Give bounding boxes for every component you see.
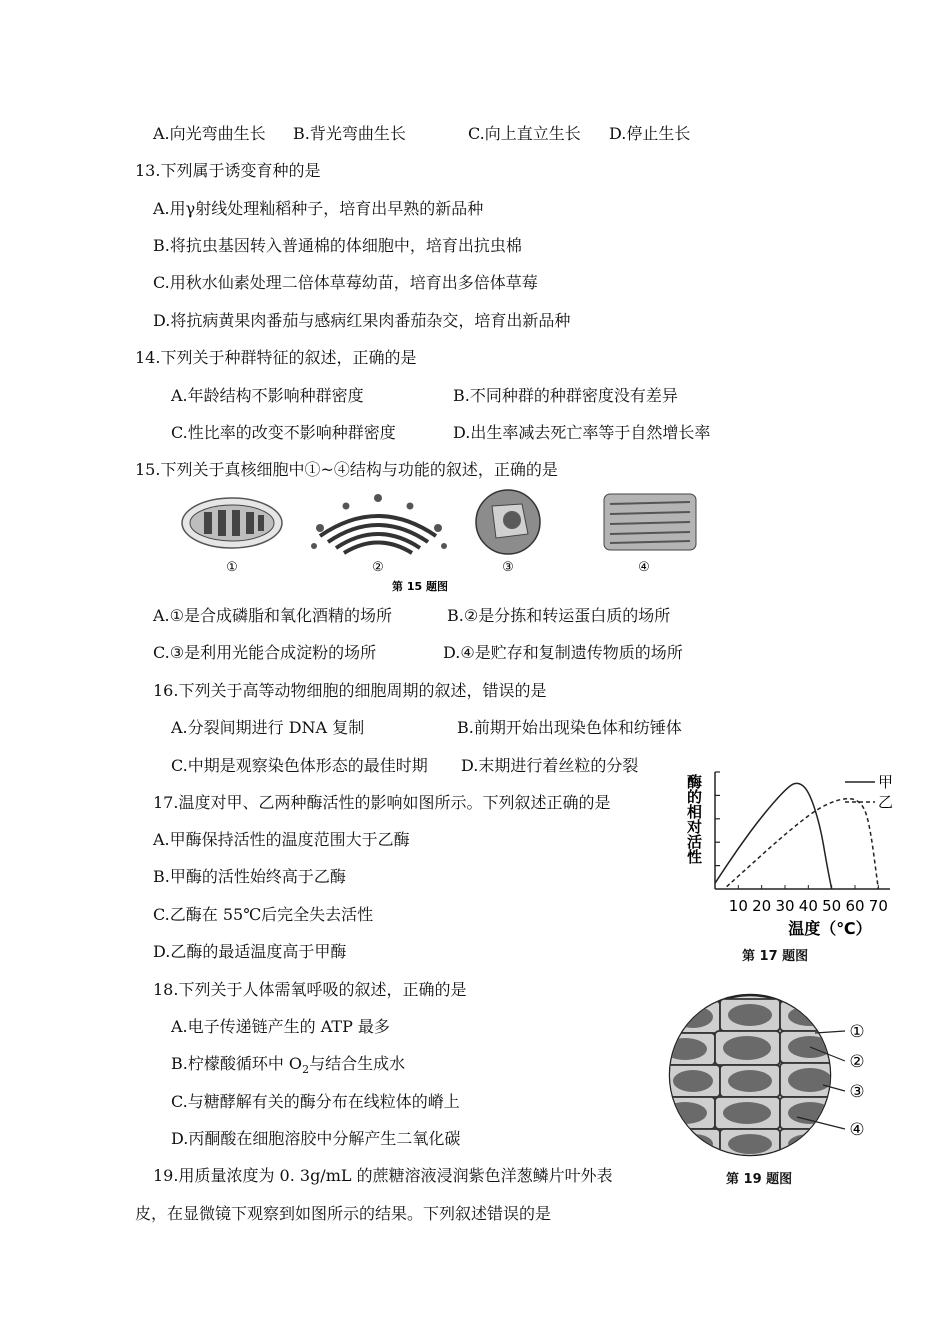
q19-label-4: ④ — [849, 1120, 865, 1140]
q13-option-d: D.将抗病黄果肉番茄与感病红果肉番茄杂交，培育出新品种 — [153, 311, 571, 330]
q17-option-d: D.乙酶的最适温度高于甲酶 — [153, 942, 347, 961]
q17-stem: 17.温度对甲、乙两种酶活性的影响如图所示。下列叙述正确的是 — [153, 793, 611, 812]
q16-option-a: A.分裂间期进行 DNA 复制 — [171, 718, 365, 737]
q15-figure-caption: 第 15 题图 — [392, 580, 448, 593]
q13-stem: 13.下列属于诱变育种的是 — [135, 161, 321, 180]
q13-option-c: C.用秋水仙素处理二倍体草莓幼苗，培育出多倍体草莓 — [153, 273, 538, 292]
q18-option-b — [171, 1054, 405, 1080]
q18-option-d: D.丙酮酸在细胞溶胶中分解产生二氧化碳 — [171, 1129, 461, 1148]
q15-stem: 15.下列关于真核细胞中①~④结构与功能的叙述，正确的是 — [135, 460, 558, 479]
series-line-jia — [715, 783, 832, 889]
x-axis-label: 温度（℃） — [788, 919, 872, 938]
x-tick-label: 70 — [868, 897, 888, 915]
q17-figure-caption: 第 17 题图 — [742, 949, 809, 964]
q14-stem: 14.下列关于种群特征的叙述，正确的是 — [135, 348, 417, 367]
q16-stem: 16.下列关于高等动物细胞的细胞周期的叙述，错误的是 — [153, 681, 547, 700]
q14-option-c: C.性比率的改变不影响种群密度 — [171, 423, 396, 442]
q16-option-b: B.前期开始出现染色体和纺锤体 — [457, 718, 682, 737]
legend-label: 甲 — [878, 773, 894, 791]
q19-stem-line1: 19.用质量浓度为 0. 3g/mL 的蔗糖溶液浸润紫色洋葱鳞片叶外表 — [153, 1166, 613, 1185]
x-tick-label: 40 — [798, 897, 818, 915]
q12-option-d: D.停止生长 — [609, 124, 691, 143]
q17-enzyme-activity-chart — [680, 762, 905, 942]
q19-stem-line2: 皮，在显微镜下观察到如图所示的结果。下列叙述错误的是 — [135, 1204, 552, 1223]
q15-option-b: B.②是分拣和转运蛋白质的场所 — [447, 606, 671, 625]
q18-stem: 18.下列关于人体需氧呼吸的叙述，正确的是 — [153, 980, 467, 999]
q12-option-c: C.向上直立生长 — [468, 124, 581, 143]
q13-option-b: B.将抗虫基因转入普通棉的体细胞中，培育出抗虫棉 — [153, 236, 522, 255]
q19-label-2: ② — [849, 1052, 865, 1072]
onion-cells — [665, 999, 840, 1159]
q13-option-a: A.用γ射线处理籼稻种子，培育出早熟的新品种 — [153, 199, 484, 218]
q19-onion-cells-figure — [665, 993, 890, 1163]
mitochondrion-image — [182, 498, 282, 548]
q15-option-a: A.①是合成磷脂和氧化酒精的场所 — [153, 606, 392, 625]
x-tick-label: 10 — [728, 897, 748, 915]
x-tick-label: 30 — [775, 897, 795, 915]
x-tick-label: 50 — [822, 897, 842, 915]
q18-option-a: A.电子传递链产生的 ATP 最多 — [171, 1017, 390, 1036]
q15-organelle-figure — [170, 488, 700, 596]
q15-label-1: ① — [226, 560, 238, 575]
q16-option-d: D.末期进行着丝粒的分裂 — [461, 756, 639, 775]
series-line-yi — [727, 799, 879, 889]
q12-option-a: A.向光弯曲生长 — [153, 124, 266, 143]
q18-option-b-start: B.柠檬酸循环中 O — [171, 1054, 303, 1073]
x-tick-label: 60 — [845, 897, 865, 915]
chloroplast-image — [604, 494, 696, 550]
q14-option-a: A.年龄结构不影响种群密度 — [171, 386, 364, 405]
y-axis-label: 酶的相对活性 — [685, 774, 703, 864]
q15-label-4: ④ — [638, 560, 650, 575]
q17-option-a: A.甲酶保持活性的温度范围大于乙酶 — [153, 830, 410, 849]
x-tick-label: 20 — [752, 897, 772, 915]
q14-option-d: D.出生率减去死亡率等于自然增长率 — [453, 423, 711, 442]
golgi-apparatus-image — [311, 494, 447, 553]
q15-label-3: ③ — [502, 560, 514, 575]
nucleus-image — [476, 490, 540, 554]
q15-label-2: ② — [372, 560, 384, 575]
q15-option-c: C.③是利用光能合成淀粉的场所 — [153, 643, 377, 662]
q18-option-b-subscript: 2 — [302, 1063, 310, 1077]
q19-label-1: ① — [849, 1022, 865, 1042]
q12-option-b: B.背光弯曲生长 — [293, 124, 406, 143]
q18-option-b-end: 与结合生成水 — [309, 1054, 406, 1073]
q18-option-c: C.与糖酵解有关的酶分布在线粒体的嵴上 — [171, 1092, 460, 1111]
q16-option-c: C.中期是观察染色体形态的最佳时期 — [171, 756, 428, 775]
q15-option-d: D.④是贮存和复制遗传物质的场所 — [443, 643, 683, 662]
q19-label-3: ③ — [849, 1082, 865, 1102]
q19-figure-caption: 第 19 题图 — [726, 1172, 793, 1187]
legend-label: 乙 — [878, 793, 894, 811]
q14-option-b: B.不同种群的种群密度没有差异 — [453, 386, 678, 405]
q17-option-c: C.乙酶在 55℃后完全失去活性 — [153, 905, 374, 924]
q17-option-b: B.甲酶的活性始终高于乙酶 — [153, 867, 346, 886]
